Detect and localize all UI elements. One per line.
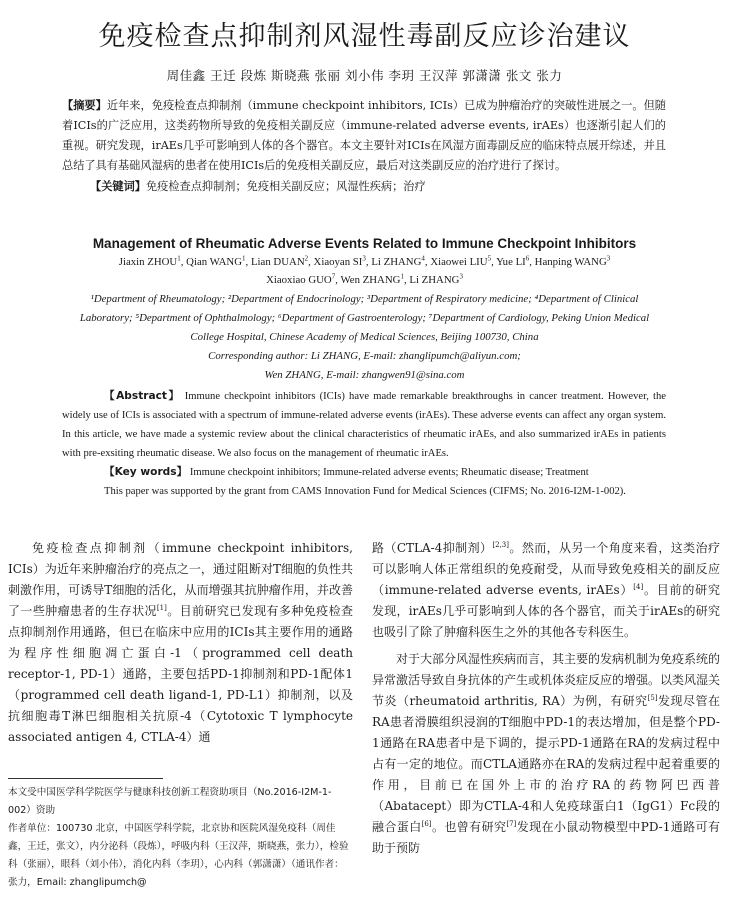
footnote-divider (8, 778, 163, 779)
text-seg: 对于大部分风湿性疾病而言，其主要的发病机制为免疫系统的异常激活导致自身抗体的产生或机体炎症反应的增强。以类风湿关节炎（rheumatoid arthritis, RA）为例，有研究 (372, 652, 721, 708)
author-affiliation-mark: 2 (304, 254, 309, 263)
funding-en: This paper was supported by the grant from CAMS Innovation Fund for Medical Sciences (CIFMS; No. 2016-I2M-1-002). (104, 486, 626, 497)
author-name: Xiaoyan SI (313, 256, 363, 268)
author-affiliation-mark: 7 (331, 272, 336, 281)
english-title: Management of Rheumatic Adverse Events Related to Immune Checkpoint Inhibitors (92, 236, 637, 251)
abstract-cn (62, 96, 666, 176)
citation-6: [6] (421, 820, 432, 828)
text-seg: 。然而，从另一个角度来看，这类治疗可以影响人体正常组织的免疫耐受，从而导致免疫相关的副反应（immune-related adverse events, irAEs） (372, 541, 720, 597)
author-affiliation-mark: 3 (362, 254, 366, 263)
abstract-cn-text: 近年来，免疫检查点抑制剂（immune checkpoint inhibitors, ICIs）已成为肿瘤治疗的突破性进展之一。但随着ICIs的广泛应用，这类药物所导致的免疫相关副反应（immune-related adverse events, irAEs）也逐渐引起人们的重视。研究发现，irAEs几乎可影响到人体的各个器官。本文主要针对ICIs在风湿方面毒副反应的临床特点展开综述，并且总结了具有基础风湿病的患者在使用ICIs后的免疫相关副反应，最后对这类副反应的治疗进行了探讨。 (62, 99, 666, 172)
author-name: Qian WANG (186, 256, 243, 268)
body-right-paragraph-2 (372, 649, 720, 859)
corresponding-line-2: Wen ZHANG, E-mail: zhangwen91@sina.com (264, 369, 465, 381)
author-name: Hanping WANG (534, 256, 607, 268)
abstract-en (62, 387, 666, 463)
footnote-funding: 本文受中国医学科学院医学与健康科技创新工程资助项目（No.2016-I2M-1-002）资助 (8, 787, 332, 816)
text-seg: 。也曾有研究 (431, 820, 507, 834)
author-affiliation-mark: 5 (487, 254, 492, 263)
author-name: Li ZHANG (409, 274, 460, 286)
paper-title: 免疫检查点抑制剂风湿性毒副反应诊治建议 (98, 21, 631, 52)
author-affiliation-mark: 4 (421, 254, 425, 263)
text-seg: 发现尽管在RA患者滑膜组织浸润的T细胞中PD-1的表达增加，但是整个PD-1通路在RA患者中是下调的，提示PD-1通路在RA的发病过程中占有一定的地位。而CTLA通路亦在RA的发病过程中起着重要的作用，目前已在国外上市的治疗RA的药物阿巴西普（Abatacept）即为CTLA-4和人免疫球蛋白1（IgG1）Fc段的融合蛋白 (372, 694, 720, 834)
keywords-cn-text: 免疫检查点抑制剂；免疫相关副反应；风湿性疾病；治疗 (145, 180, 426, 193)
authors-en-line-2: Xiaoxiao GUO$^7$, Wen ZHANG$^1$, Li ZHANG$^3$ (266, 272, 463, 286)
body-right-column (372, 538, 720, 859)
abstract-en-text: Immune checkpoint inhibitors (ICIs) have made remarkable breakthroughs in cancer treatment. However, the widely use of ICIs is associated with a spectrum of immune-related adverse events (irAEs). These adverse events can affect any organ system. In this article, we have made a systemic review about the clinical characteristics of rheumatic irAEs, and also summarized irAEs in patients with pre-exsiting rheumatic disease. We also focus on the management of rheumatic irAEs. (62, 391, 666, 459)
keywords-cn (90, 177, 666, 197)
body-left-text-1: 免疫检查点抑制剂（immune checkpoint inhibitors, ICIs）为近年来肿瘤治疗的亮点之一，通过阻断对T细胞的负性共刺激作用，可诱导T细胞的活化，从而增强其抗肿瘤作用，并改善了一些肿瘤患者的生存状况 (8, 541, 353, 618)
affiliation-line-3: College Hospital, Chinese Academy of Medical Sciences, Beijing 100730, China (190, 331, 539, 343)
author-name: Jiaxin ZHOU (118, 256, 178, 268)
author-affiliation-mark: 3 (459, 272, 463, 281)
author-affiliation-mark: 1 (177, 254, 181, 263)
text-seg: 。目前的研究发现，irAEs几乎可影响到人体的各个器官，而关于irAEs的研究也吸引了除了肿瘤科医生之外的其他各专科医生。 (372, 583, 720, 639)
author-name: Lian DUAN (250, 256, 305, 268)
authors-cn: 周佳鑫 王迁 段炼 斯晓燕 张丽 刘小伟 李玥 王汉萍 郭潇潇 张文 张力 (166, 68, 563, 83)
body-left-column (8, 538, 353, 748)
author-affiliation-mark: 3 (606, 254, 611, 263)
author-affiliation-mark: 1 (400, 272, 404, 281)
footnote (8, 784, 353, 892)
keywords-en-text: Immune checkpoint inhibitors; Immune-related adverse events; Rheumatic disease; Treatment (189, 467, 589, 478)
author-name: Wen ZHANG (340, 274, 401, 286)
abstract-en-label: 【Abstract】 (104, 390, 181, 402)
text-seg: 路（CTLA-4抑制剂） (372, 541, 493, 555)
author-name: Yue LI (496, 256, 526, 268)
author-name: Xiaowei LIU (430, 256, 488, 268)
citation-4: [4] (633, 583, 644, 591)
author-name: Xiaoxiao GUO (266, 274, 332, 286)
text-seg: 发现在小鼠动物模型中PD-1通路可有助于预防 (372, 820, 720, 855)
author-affiliation-mark: 6 (525, 254, 530, 263)
author-name: Li ZHANG (371, 256, 422, 268)
citation-7: [7] (506, 820, 517, 828)
abstract-cn-label: 【摘要】 (62, 99, 107, 112)
citation-2-3: [2,3] (492, 541, 509, 549)
citation-5: [5] (647, 694, 658, 702)
footnote-affiliation: 作者单位：100730 北京，中国医学科学院，北京协和医院风湿免疫科（周佳鑫，王迁，张文），内分泌科（段炼），呼吸内科（王汉萍，斯晓燕，张力），检验科（张丽），眼科（刘小伟），消化内科（李玥），心内科（郭潇潇）（通讯作者：张力，Email: zhanglipumch@ (8, 823, 349, 888)
author-affiliation-mark: 1 (242, 254, 246, 263)
authors-en-line-1: Jiaxin ZHOU$^1$, Qian WANG$^1$, Lian DUAN$^2$, Xiaoyan $SI^3$, Li ZHANG$^4$, Xiaowei LIU$^5$, Yue $LI^6$, Hanping WANG$^3$ (118, 254, 611, 268)
corresponding-line-1: Corresponding author: Li ZHANG, E-mail: zhanglipumch@aliyun.com; (208, 350, 521, 362)
body-left-text-2: 。目前研究已发现有多种免疫检查点抑制剂作用通路，但已在临床中应用的ICIs其主要作用的通路为程序性细胞凋亡蛋白-1（programmed cell death receptor-1, PD-1）通路，主要包括PD-1抑制剂和PD-1配体1（programmed cell death ligand-1, PD-L1）抑制剂，以及抗细胞毒T淋巴细胞相关抗原-4（Cytotoxic T lymphocyte associated antigen 4, CTLA-4）通 (8, 604, 353, 744)
affiliation-line-1: ¹Department of Rheumatology; ²Department of Endocrinology; ³Department of Respiratory medicine; ⁴Department of Clinical (90, 293, 639, 305)
citation-1: [1] (156, 604, 167, 612)
affiliation-line-2: Laboratory; ⁵Department of Ophthalmology; ⁶Department of Gastroenterology; ⁷Department of Cardiology, Peking Union Medical (79, 312, 650, 324)
keywords-cn-label: 【关键词】 (90, 180, 146, 193)
body-right-paragraph-1 (372, 538, 720, 643)
keywords-en (104, 463, 666, 482)
keywords-en-label: 【Key words】 (104, 466, 188, 478)
